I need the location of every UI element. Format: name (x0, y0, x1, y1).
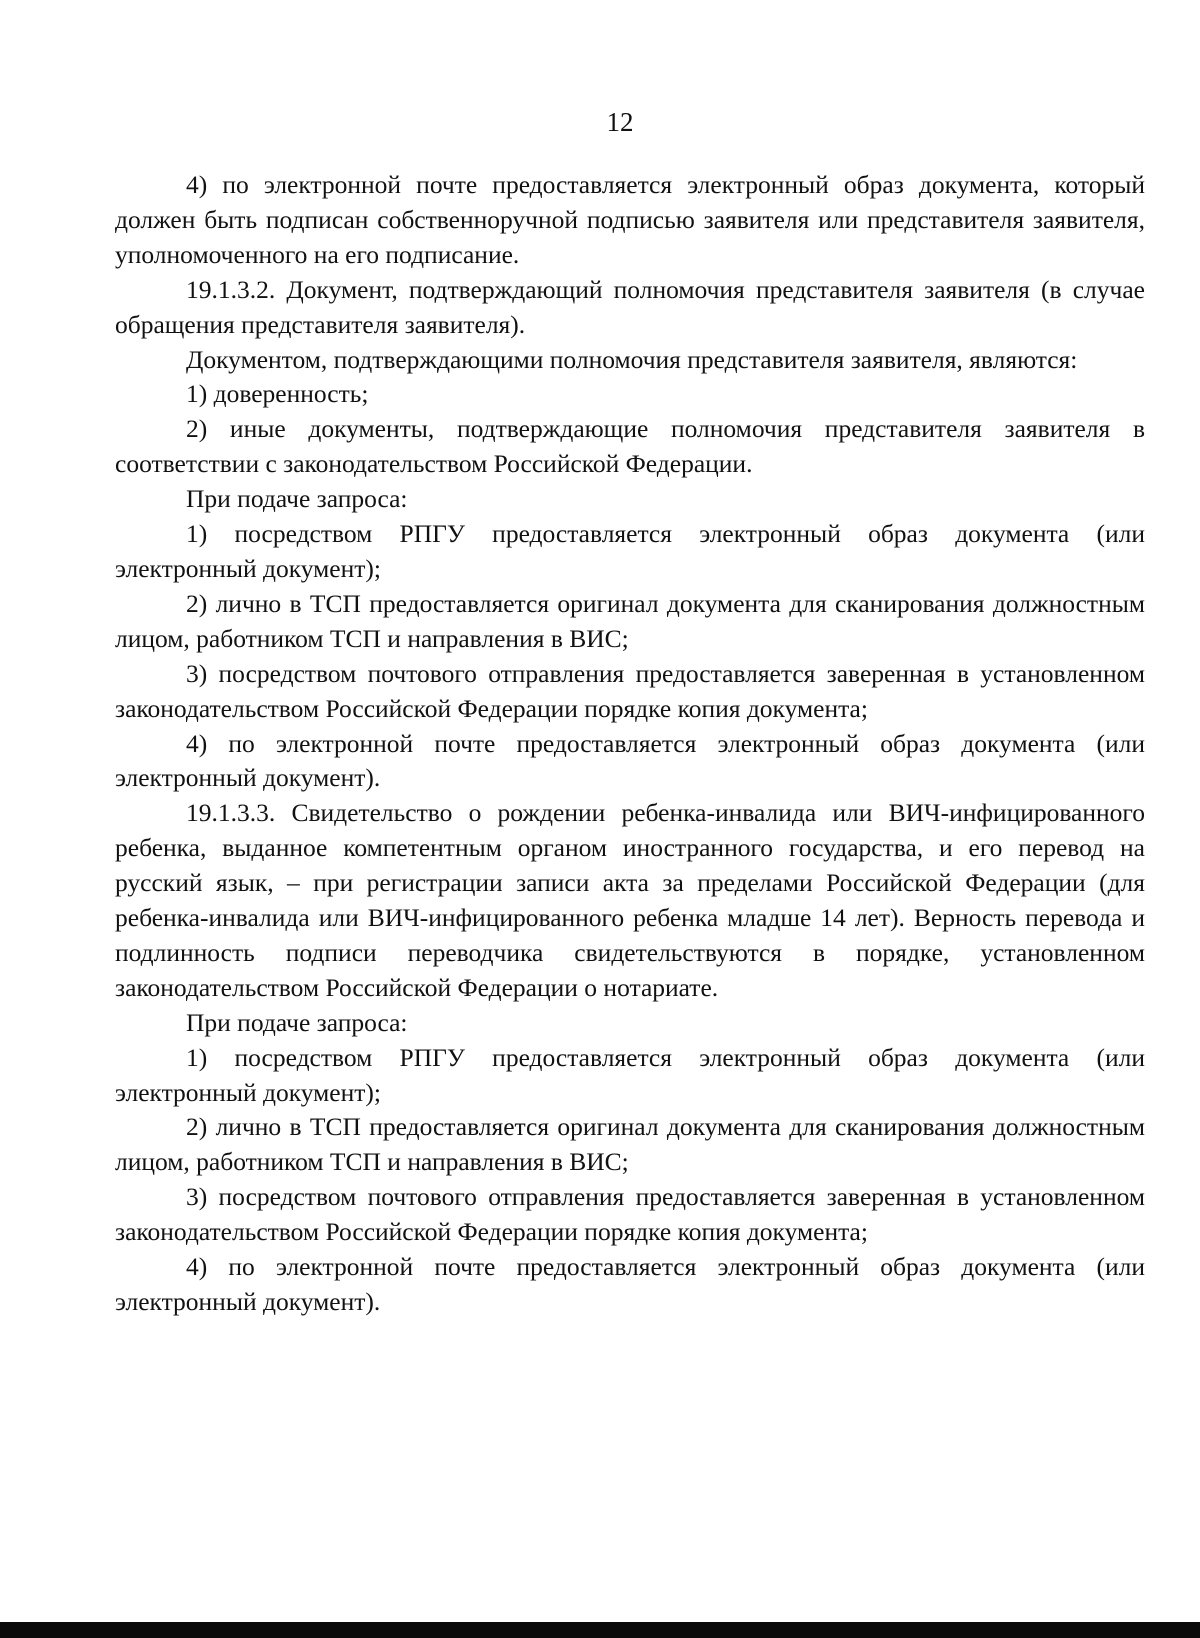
list-item-postal: 3) посредством почтового отправления предоставляется заверенная в установленном законодательством Российской Федерации порядке копия документа; (115, 1182, 1145, 1247)
document-body (115, 168, 1145, 1320)
scan-edge-bar (0, 1622, 1200, 1638)
paragraph-item-4-email: 4) по электронной почте предоставляется электронный образ документа, который должен быть подписан собственноручной подписью заявителя или представителя заявителя, уполномоченного на его подписание. (115, 170, 1145, 269)
section-heading-19-1-3-2: 19.1.3.2. Документ, подтверждающий полномочия представителя заявителя (в случае обращения представителя заявителя). (115, 274, 1145, 339)
section-heading-19-1-3-3: 19.1.3.3. Свидетельство о рождении ребенка-инвалида или ВИЧ-инфицированного ребенка, выданное компетентным органом иностранного государства, и его перевод на русский язык, – при регистрации записи акта за пределами Российской Федерации (для ребенка-инвалида или ВИЧ-инфицированного ребенка младше 14 лет). Верность перевода и подлинность подписи переводчика свидетельствуются в порядке, установленном законодательством Российской Федерации о нотариате. (115, 798, 1145, 1002)
paragraph-request-submission: При подаче запроса: (186, 1007, 408, 1037)
paragraph-documents-list-intro: Документом, подтверждающими полномочия представителя заявителя, являются: (186, 344, 1078, 374)
list-item-rpgu: 1) посредством РПГУ предоставляется электронный образ документа (или электронный документ); (115, 519, 1145, 583)
paragraph-request-submission: При подаче запроса: (186, 484, 408, 514)
list-item-email: 4) по электронной почте предоставляется электронный образ документа (или электронный документ). (115, 728, 1145, 793)
list-item-email: 4) по электронной почте предоставляется электронный образ документа (или электронный документ). (115, 1252, 1145, 1316)
list-item-power-of-attorney: 1) доверенность; (186, 379, 369, 409)
list-item-postal: 3) посредством почтового отправления предоставляется заверенная в установленном законодательством Российской Федерации порядке копия документа; (115, 658, 1145, 723)
list-item-other-documents: 2) иные документы, подтверждающие полномочия представителя заявителя в соответствии с законодательством Российской Федерации. (115, 414, 1145, 479)
list-item-in-person: 2) лично в ТСП предоставляется оригинал документа для сканирования должностным лицом, работником ТСП и направления в ВИС; (115, 1112, 1145, 1177)
list-item-rpgu: 1) посредством РПГУ предоставляется электронный образ документа (или электронный документ); (115, 1042, 1145, 1107)
list-item-in-person: 2) лично в ТСП предоставляется оригинал документа для сканирования должностным лицом, работником ТСП и направления в ВИС; (115, 588, 1145, 653)
page-number: 12 (606, 107, 634, 137)
